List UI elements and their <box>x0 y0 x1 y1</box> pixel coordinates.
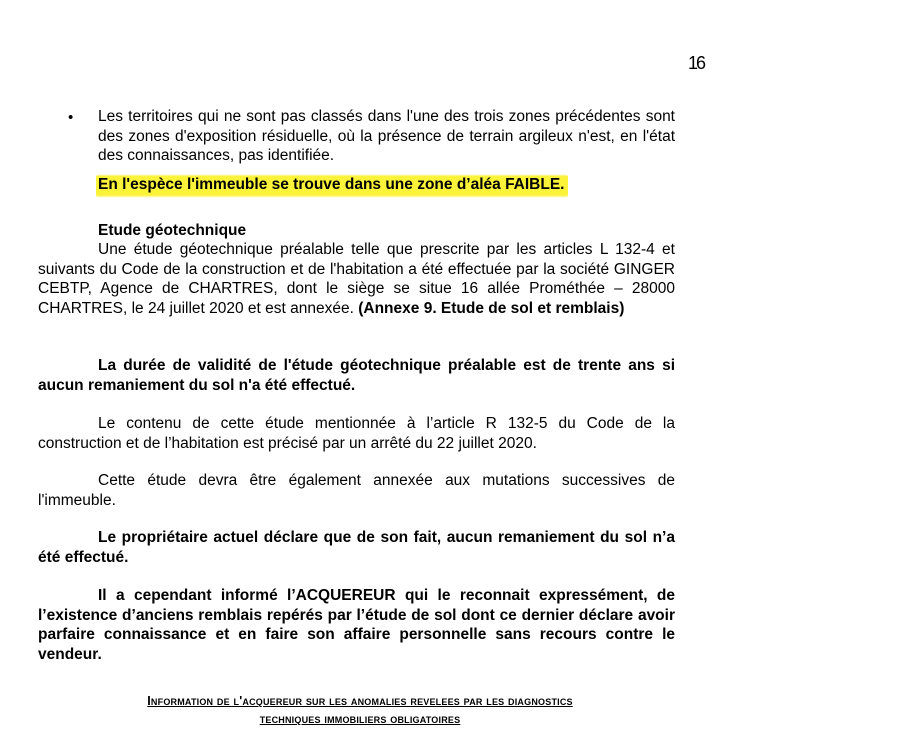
page-number: 16 <box>688 53 705 73</box>
paragraph-annexation: Cette étude devra être également annexée aux mutations successives de l'immeuble. <box>38 472 675 509</box>
bullet-paragraph: Les territoires qui ne sont pas classés dans l'une des trois zones précédentes sont des zones d'exposition résiduelle, où la présence de terrain argileux n'est, en l'état des connaissances, pas identifiée. <box>98 108 675 164</box>
bullet-marker: • <box>68 109 74 126</box>
section-heading: Etude géotechnique <box>98 222 247 239</box>
paragraph-validity: La durée de validité de l'étude géotechnique préalable est de trente ans si aucun remaniement du sol n'a été effectué. <box>38 357 675 394</box>
section-title-footer <box>0 692 720 728</box>
footer-title-line1: Information de l'acquereur sur les anomalies revelees par les diagnostics <box>147 694 573 708</box>
paragraph-owner-declaration: Le propriétaire actuel déclare que de son fait, aucun remaniement du sol n’a été effectué. <box>38 529 675 566</box>
footer-title-line2: techniques immobiliers obligatoires <box>259 712 461 726</box>
paragraph-buyer-information: Il a cependant informé l’ACQUEREUR qui le reconnait expressément, de l’existence d’anciens remblais repérés par l’étude de sol dont ce dernier déclare avoir parfaire connaissance et en faire son affaire personnelle sans recours contre le vendeur. <box>38 587 675 663</box>
paragraph-content: Le contenu de cette étude mentionnée à l’article R 132-5 du Code de la construction et de l’habitation est précisé par un arrêté du 22 juillet 2020. <box>38 415 675 452</box>
highlighted-statement: En l'espèce l'immeuble se trouve dans une zone d’aléa FAIBLE. <box>96 174 568 198</box>
paragraph-study-text: Une étude géotechnique préalable telle que prescrite par les articles L 132-4 et suivants du Code de la construction et de l'habitation a été effectuée par la société GINGER CEBTP, Agence de CHARTRES, dont le siège se situe 16 allée Prométhée – 28000 CHARTRES, le 24 juillet 2020 et est annexée. <box>38 241 675 317</box>
paragraph-study-description <box>38 240 675 318</box>
annex-reference: (Annexe 9. Etude de sol et remblais) <box>358 299 625 317</box>
